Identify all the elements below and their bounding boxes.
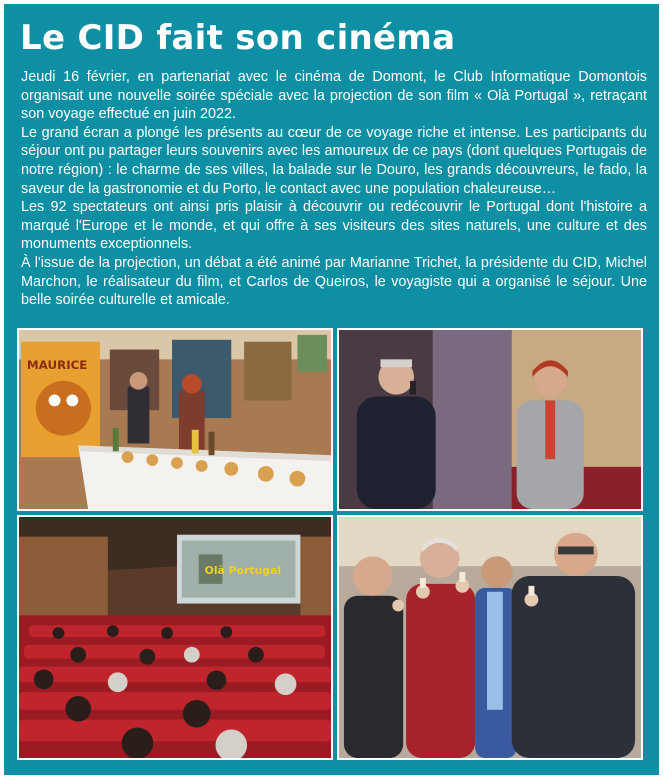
article-paragraph: Les 92 spectateurs ont ainsi pris plaisir à découvrir ou redécouvrir le Portugal dont l'histoire a marqué l'Europe et le monde, et qui offre à ses visiteurs des sites naturels, une culture et des monuments exceptionnels.: [21, 199, 647, 253]
screen-title: Olà Portugal: [204, 564, 282, 578]
article-title: Le CID fait son cinéma: [20, 18, 456, 58]
article-paragraph: Jeudi 16 février, en partenariat avec le cinéma de Domont, le Club Informatique Domontois organisait une nouvelle soirée spéciale avec la projection de son film « Olà Portugal », retraçant son voyage effectué en juin 2022.: [21, 69, 647, 123]
poster-title: MAURICE: [26, 358, 88, 373]
article-paragraph: Le grand écran a plongé les présents au cœur de ce voyage riche et intense. Les participants du séjour ont pu partager leurs souvenirs avec les amoureux de ce pays (dont quelques Portugais de notre région) : le charme de ses villes, la balade sur le Douro, les grands découvreurs, le fado, la saveur de la gastronomie et du Porto, le contact avec une population chaleureuse…: [21, 124, 647, 197]
article-body: [21, 68, 647, 310]
photo-audience: [17, 515, 333, 760]
photo-buffet: [17, 328, 333, 511]
photo-speakers: [337, 328, 643, 511]
photo-toast: [337, 515, 643, 760]
article-paragraph: À l'issue de la projection, un débat a été animé par Marianne Trichet, la présidente du CID, Michel Marchon, le réalisateur du film, et Carlos de Queiros, le voyagiste qui a organisé le séjour. Une belle soirée culturelle et amicale.: [21, 254, 647, 309]
